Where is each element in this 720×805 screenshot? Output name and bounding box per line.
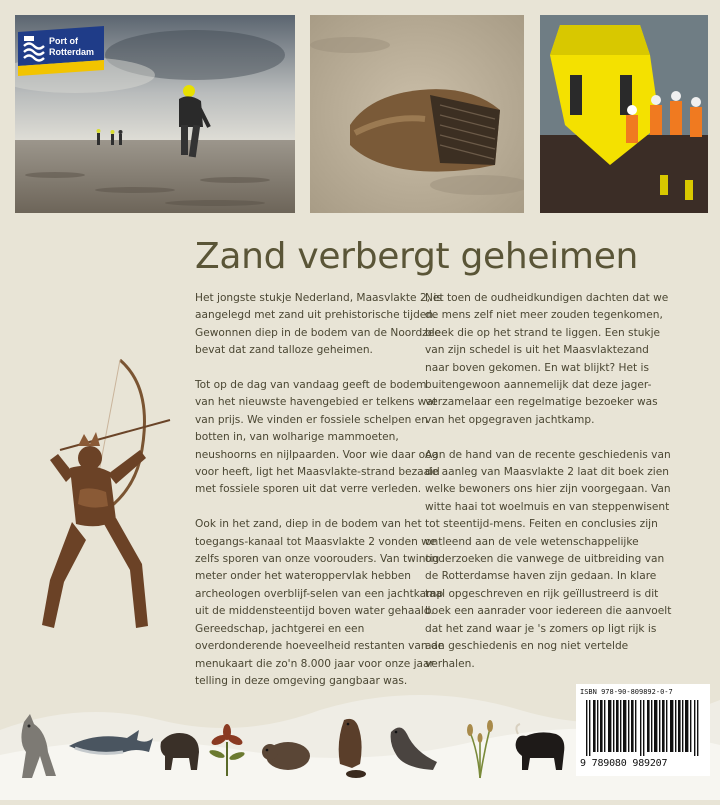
aurochs-icon	[510, 712, 570, 782]
seal-icon	[385, 712, 440, 782]
left-paragraph-1: Het jongste stukje Nederland, Maasvlakte 2, is aangelegd met zand uit prehistorische tijden. Gewonnen diep in de bodem van de Noordzee bevat dat zand talloze geheimen.	[195, 292, 442, 357]
crane-photo	[540, 15, 708, 213]
barcode	[584, 700, 702, 756]
isbn-label: ISBN 978-90-809892-0-7	[580, 688, 673, 696]
wolf-icon	[12, 712, 62, 782]
vole-icon	[258, 712, 318, 782]
beaver-icon	[330, 712, 370, 782]
left-column	[195, 290, 445, 708]
hunter-figure	[20, 350, 180, 650]
page-title: Zand verbergt geheimen	[195, 236, 639, 277]
fossil-photo	[310, 15, 524, 213]
right-paragraph-2: Aan de hand van de recente geschiedenis van de aanleg van Maasvlakte 2 laat dit boek zien welke bewoners ons hier zijn voorgegaan. Van witte haai tot woelmuis en van steppenwisent tot steentijd-mens. Feiten en conclusies zijn ontleend aan de vele wetenschappelijke onderzoeken die vanwege de uitbreiding van de Rotterdamse haven zijn gedaan. In klare taal opgeschreven en rijk geïllustreerd is dit boek een aanrader voor iedereen die aanvoelt dat het zand waar je 's zomers op ligt rijk is aan geschiedenis en nog niet vertelde verhalen.	[425, 448, 672, 670]
right-column	[425, 290, 675, 690]
dolphin-icon	[65, 712, 155, 782]
left-paragraph-2: Tot op de dag van vandaag geeft de bodem van het nieuwste havengebied er telkens wat van prijs. We vinden er fossiele schelpen en botten in, van wolharige mammoeten, neushoorns en nijlpaarden. Voor wie daar oog voor heeft, ligt het Maasvlakte-strand bezaaid met fossiele sporen uit dat verre verleden.	[195, 379, 440, 496]
bison-icon	[157, 712, 202, 782]
plant-icon	[205, 712, 250, 782]
right-paragraph-1: Net toen de oudheidkundigen dachten dat we de mens zelf niet meer zouden tegenkomen, bleek die op het strand te liggen. Een stukje van zijn schedel is uit het Maasvlaktezand naar boven gekomen. En wat blijkt? Het is buitengewoon aannemelijk dat deze jager-verzamelaar een regelmatige bezoeker was van het opgegraven jachtkamp.	[425, 292, 669, 426]
logo-line-2: Rotterdam	[49, 47, 95, 57]
isbn-digits: 9 789080 989207	[580, 758, 668, 769]
reed-icon	[460, 712, 500, 782]
logo-text	[49, 36, 94, 58]
logo-line-1: Port of	[49, 36, 78, 46]
left-paragraph-3: Ook in het zand, diep in de bodem van het toegangs-kanaal tot Maasvlakte 2 vonden we zelfs sporen van onze voorouders. Van twintig meter onder het wateroppervlak hebben archeologen overblijf-selen van een jachtkamp uit de middensteentijd boven water gehaald. Gereedschap, jachtgerei en een overdonderende hoeveelheid restanten van de menukaart die zo'n 8.000 jaar voor onze jaar-telling in deze omgeving gangbaar was.	[195, 518, 445, 687]
barcode-box	[576, 684, 710, 776]
